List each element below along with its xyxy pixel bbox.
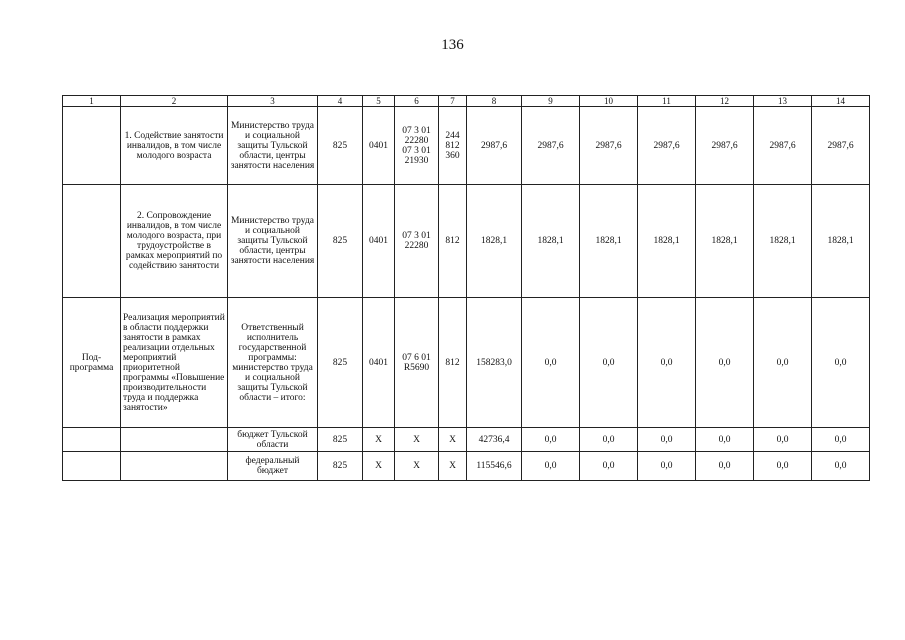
- cell-vr: X: [439, 428, 467, 452]
- cell-value: 2987,6: [580, 107, 638, 185]
- column-header: 2: [121, 96, 228, 107]
- cell-executor: Ответственный исполнитель государственной программы: министерство труда и социальной защиты Тульской области – итого:: [228, 298, 318, 428]
- cell-executor: Министерство труда и социальной защиты Тульской области, центры занятости населения: [228, 185, 318, 298]
- cell-csr: 07 3 01 22280 07 3 01 21930: [395, 107, 439, 185]
- cell-value: 0,0: [522, 298, 580, 428]
- cell-value: 0,0: [696, 428, 754, 452]
- column-header: 13: [754, 96, 812, 107]
- cell-value: 0,0: [522, 452, 580, 481]
- cell-rzpr: X: [363, 428, 395, 452]
- table-row: [63, 107, 870, 185]
- cell-value: 0,0: [754, 298, 812, 428]
- cell-grbs: 825: [318, 298, 363, 428]
- cell-value: 0,0: [754, 428, 812, 452]
- cell-value: 1828,1: [467, 185, 522, 298]
- cell-vr: 812: [439, 298, 467, 428]
- cell-value: 0,0: [696, 298, 754, 428]
- cell-vr: 812: [439, 185, 467, 298]
- cell-activity: 1. Содействие занятости инвалидов, в том числе молодого возраста: [121, 107, 228, 185]
- cell-executor: Министерство труда и социальной защиты Тульской области, центры занятости населения: [228, 107, 318, 185]
- column-header: 3: [228, 96, 318, 107]
- column-header: 9: [522, 96, 580, 107]
- column-header: 10: [580, 96, 638, 107]
- cell-section: [63, 107, 121, 185]
- cell-csr: X: [395, 452, 439, 481]
- cell-grbs: 825: [318, 452, 363, 481]
- cell-csr: X: [395, 428, 439, 452]
- cell-value: 0,0: [522, 428, 580, 452]
- column-header: 1: [63, 96, 121, 107]
- column-header: 11: [638, 96, 696, 107]
- column-header: 7: [439, 96, 467, 107]
- cell-activity: [121, 428, 228, 452]
- cell-vr: 244 812 360: [439, 107, 467, 185]
- cell-activity: 2. Сопровождение инвалидов, в том числе молодого возраста, при трудоустройстве в рамках мероприятий по содействию занятости: [121, 185, 228, 298]
- cell-value: 115546,6: [467, 452, 522, 481]
- cell-value: 2987,6: [812, 107, 870, 185]
- cell-csr: 07 6 01 R5690: [395, 298, 439, 428]
- cell-section: [63, 428, 121, 452]
- cell-value: 2987,6: [638, 107, 696, 185]
- cell-grbs: 825: [318, 107, 363, 185]
- cell-section: [63, 185, 121, 298]
- cell-value: 0,0: [812, 452, 870, 481]
- cell-rzpr: 0401: [363, 185, 395, 298]
- cell-section: Под- программа: [63, 298, 121, 428]
- table-row: [63, 452, 870, 481]
- cell-value: 1828,1: [638, 185, 696, 298]
- cell-value: 1828,1: [522, 185, 580, 298]
- page-number: 136: [441, 37, 464, 53]
- cell-value: 0,0: [812, 298, 870, 428]
- cell-value: 1828,1: [754, 185, 812, 298]
- cell-value: 0,0: [696, 452, 754, 481]
- cell-activity: Реализация мероприятий в области поддержки занятости в рамках реализации отдельных мероприятий приоритетной программы «Повышение производительности труда и поддержка занятости»: [121, 298, 228, 428]
- cell-executor: федеральный бюджет: [228, 452, 318, 481]
- cell-grbs: 825: [318, 428, 363, 452]
- cell-executor: бюджет Тульской области: [228, 428, 318, 452]
- cell-value: 1828,1: [696, 185, 754, 298]
- cell-value: 0,0: [754, 452, 812, 481]
- cell-grbs: 825: [318, 185, 363, 298]
- cell-value: 0,0: [580, 298, 638, 428]
- column-header: 12: [696, 96, 754, 107]
- cell-value: 158283,0: [467, 298, 522, 428]
- cell-value: 42736,4: [467, 428, 522, 452]
- column-header-row: [63, 96, 870, 107]
- cell-rzpr: 0401: [363, 298, 395, 428]
- cell-value: 0,0: [638, 428, 696, 452]
- cell-csr: 07 3 01 22280: [395, 185, 439, 298]
- column-header: 8: [467, 96, 522, 107]
- cell-value: 2987,6: [522, 107, 580, 185]
- cell-value: 0,0: [638, 298, 696, 428]
- cell-value: 2987,6: [467, 107, 522, 185]
- column-header: 4: [318, 96, 363, 107]
- budget-table: [62, 95, 870, 481]
- cell-value: 2987,6: [754, 107, 812, 185]
- table-row: [63, 185, 870, 298]
- table-row: [63, 298, 870, 428]
- cell-value: 0,0: [580, 452, 638, 481]
- cell-value: 0,0: [638, 452, 696, 481]
- column-header: 14: [812, 96, 870, 107]
- cell-value: 1828,1: [580, 185, 638, 298]
- cell-section: [63, 452, 121, 481]
- cell-activity: [121, 452, 228, 481]
- table-row: [63, 428, 870, 452]
- cell-value: 0,0: [580, 428, 638, 452]
- column-header: 6: [395, 96, 439, 107]
- cell-rzpr: X: [363, 452, 395, 481]
- cell-value: 2987,6: [696, 107, 754, 185]
- cell-value: 1828,1: [812, 185, 870, 298]
- cell-value: 0,0: [812, 428, 870, 452]
- cell-vr: X: [439, 452, 467, 481]
- cell-rzpr: 0401: [363, 107, 395, 185]
- column-header: 5: [363, 96, 395, 107]
